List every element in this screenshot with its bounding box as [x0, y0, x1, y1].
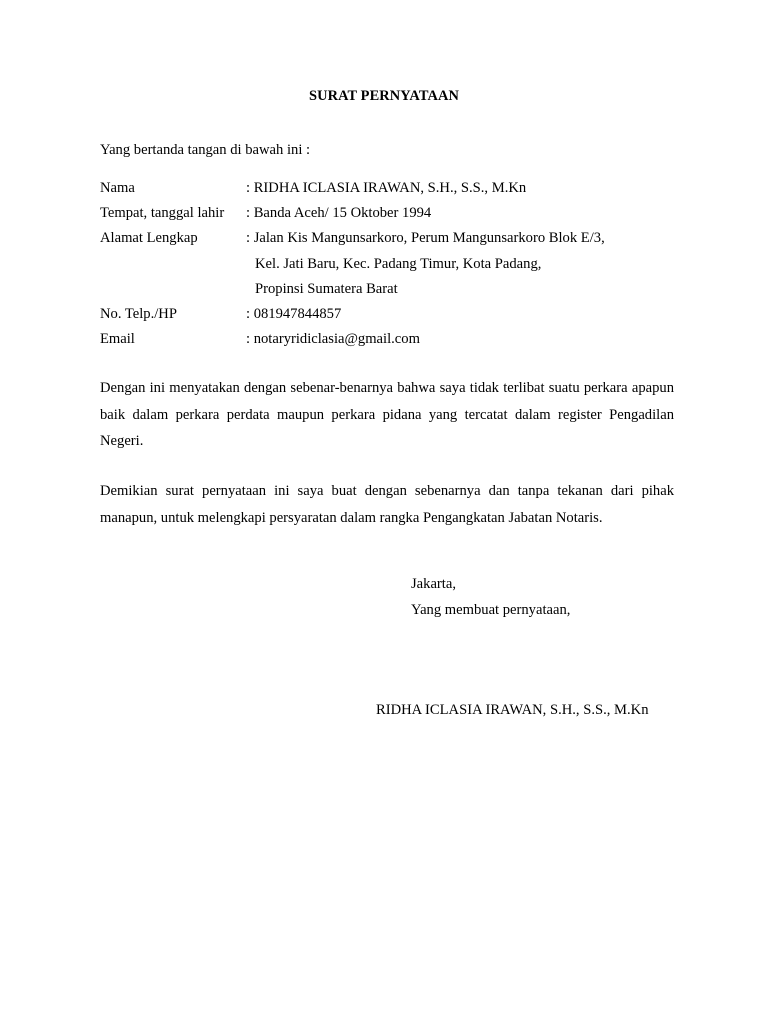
- field-value-telp: : 081947844857: [246, 305, 342, 322]
- field-row-ttl: [100, 204, 680, 229]
- signature-city: Jakarta,: [411, 576, 456, 592]
- field-row-alamat-cont2: [100, 280, 680, 305]
- closing-paragraph: Demikian surat pernyataan ini saya buat dengan sebenarnya dan tanpa tekanan dari pihak manapun, untuk melengkapi persyaratan dalam rangka Pengangkatan Jabatan Notaris.: [100, 483, 674, 526]
- field-label-nama: Nama: [100, 180, 135, 196]
- statement-paragraph: Dengan ini menyatakan dengan sebenar-benarnya bahwa saya tidak terlibat suatu perkara apapun baik dalam perkara perdata maupun perkara pidana yang tercatat dalam register Pengadilan Negeri.: [100, 380, 674, 449]
- identity-fields: [100, 179, 680, 355]
- field-row-telp: [100, 305, 680, 330]
- field-row-alamat: [100, 229, 680, 254]
- field-value-alamat-line1: : Jalan Kis Mangunsarkoro, Perum Mangunsarkoro Blok E/3,: [246, 230, 605, 247]
- field-value-alamat-line3: Propinsi Sumatera Barat: [255, 280, 398, 297]
- field-row-email: [100, 330, 680, 355]
- field-row-nama: [100, 179, 680, 204]
- field-row-alamat-cont1: [100, 255, 680, 280]
- field-label-email: Email: [100, 331, 135, 348]
- field-label-ttl: Tempat, tanggal lahir: [100, 205, 225, 222]
- intro-text: Yang bertanda tangan di bawah ini :: [100, 142, 311, 158]
- field-label-alamat: Alamat Lengkap: [100, 230, 198, 247]
- field-value-ttl: : Banda Aceh/ 15 Oktober 1994: [246, 205, 432, 222]
- field-value-email: : notaryridiclasia@gmail.com: [246, 331, 420, 348]
- field-value-nama: : RIDHA ICLASIA IRAWAN, S.H., S.S., M.Kn: [246, 180, 527, 196]
- signature-name: RIDHA ICLASIA IRAWAN, S.H., S.S., M.Kn: [376, 702, 649, 718]
- field-value-alamat-line2: Kel. Jati Baru, Kec. Padang Timur, Kota Padang,: [255, 255, 542, 272]
- signature-label: Yang membuat pernyataan,: [411, 602, 571, 618]
- field-label-telp: No. Telp./HP: [100, 305, 177, 322]
- document-title: SURAT PERNYATAAN: [309, 88, 459, 104]
